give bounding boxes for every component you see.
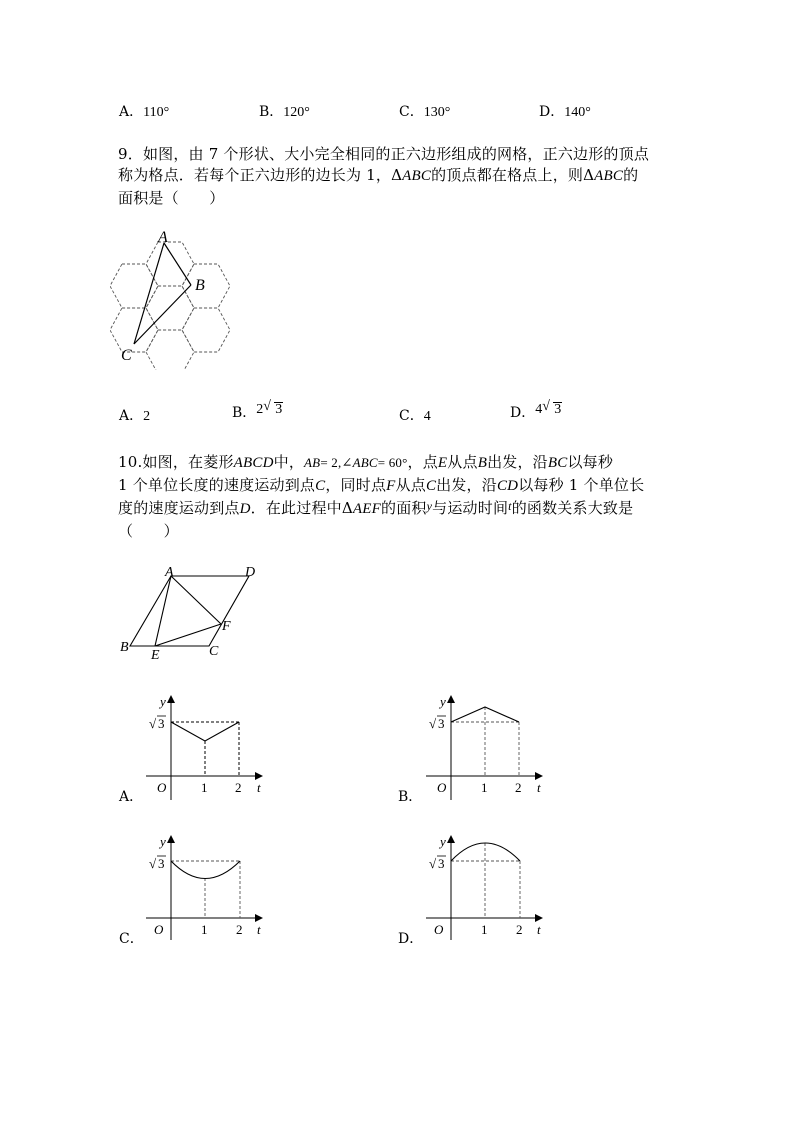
label-d: D	[245, 565, 256, 580]
label-a: A	[158, 229, 168, 246]
q10-line-4: （ ）	[118, 522, 179, 540]
sqrt3-label: 3	[438, 716, 445, 731]
t-label: t	[257, 780, 261, 795]
tick-2: 2	[235, 780, 242, 795]
origin-label: O	[437, 780, 447, 795]
curve-d	[451, 843, 520, 861]
y-label: y	[160, 694, 166, 709]
q9-option-d: D．4 √ 3	[510, 399, 562, 421]
q8-option-d: D．140°	[539, 104, 591, 120]
q10-option-c-letter: C．	[119, 931, 144, 947]
curve-a	[171, 722, 239, 741]
y-label: y	[440, 694, 446, 709]
q10-option-a-letter: A．	[119, 789, 144, 805]
q10-graph-b	[418, 688, 553, 803]
q10-option-b-letter: B．	[398, 789, 423, 805]
t-label: t	[537, 922, 541, 937]
label-b: B	[120, 640, 129, 655]
sqrt-symbol: √	[149, 716, 157, 731]
label-c: C	[209, 644, 219, 659]
origin-label: O	[157, 780, 167, 795]
q9-line-3: 面积是（ ）	[118, 189, 225, 207]
origin-label: O	[434, 922, 444, 937]
t-label: t	[537, 780, 541, 795]
label-e: E	[151, 648, 160, 660]
y-label: y	[160, 834, 166, 849]
tick-1: 1	[481, 922, 488, 937]
q8-option-b: B．120°	[259, 104, 310, 120]
q10-option-d-letter: D．	[398, 931, 424, 947]
tick-1: 1	[481, 780, 488, 795]
origin-label: O	[154, 922, 164, 937]
sqrt-symbol: √	[429, 716, 437, 731]
label-f: F	[222, 619, 231, 634]
sqrt-symbol: √	[149, 856, 157, 871]
q9-line-1: 9．如图，由 7 个形状、大小完全相同的正六边形组成的网格，正六边形的顶点	[118, 145, 650, 163]
label-a: A	[165, 565, 174, 580]
curve-c	[171, 861, 240, 879]
q8-option-a: A．110°	[119, 104, 170, 120]
sqrt3-label: 3	[158, 856, 165, 871]
q9-option-b: B．2 √ 3	[232, 399, 283, 421]
q10-line-2: 1 个单位长度的速度运动到点C，同时点F从点C出发，沿CD以每秒 1 个单位长	[118, 476, 645, 494]
t-label: t	[257, 922, 261, 937]
q10-graph-d	[418, 828, 553, 943]
label-b: B	[195, 277, 205, 294]
q9-option-a: A．2	[119, 408, 151, 424]
sqrt3-label: 3	[158, 716, 165, 731]
q9-option-c: C．4	[399, 408, 431, 424]
label-c: C	[121, 347, 132, 364]
tick-1: 1	[201, 922, 208, 937]
sqrt-symbol: √	[429, 856, 437, 871]
y-label: y	[440, 834, 446, 849]
q9-line-2: 称为格点．若每个正六边形的边长为 1，ΔABC的顶点都在格点上，则ΔABC的	[118, 166, 639, 184]
sqrt3-label: 3	[438, 856, 445, 871]
q10-rhombus-figure	[115, 560, 265, 660]
q10-line-3: 度的速度运动到点D．在此过程中ΔAEF的面积$^y$与运动时间$^t$的函数关系大致是	[118, 499, 634, 517]
tick-2: 2	[516, 922, 523, 937]
q10-graph-a	[138, 688, 273, 803]
q10-graph-c	[138, 828, 273, 943]
rhombus-abcd	[130, 576, 249, 646]
q8-option-c: C．130°	[399, 104, 451, 120]
tick-2: 2	[236, 922, 243, 937]
q10-line-1: 10.如图，在菱形ABCD中，AB= 2,∠ABC= 60°，点E从点B出发，沿BC以每秒	[118, 453, 614, 471]
tick-1: 1	[201, 780, 208, 795]
q9-hexagon-figure	[110, 226, 250, 370]
tick-2: 2	[515, 780, 522, 795]
